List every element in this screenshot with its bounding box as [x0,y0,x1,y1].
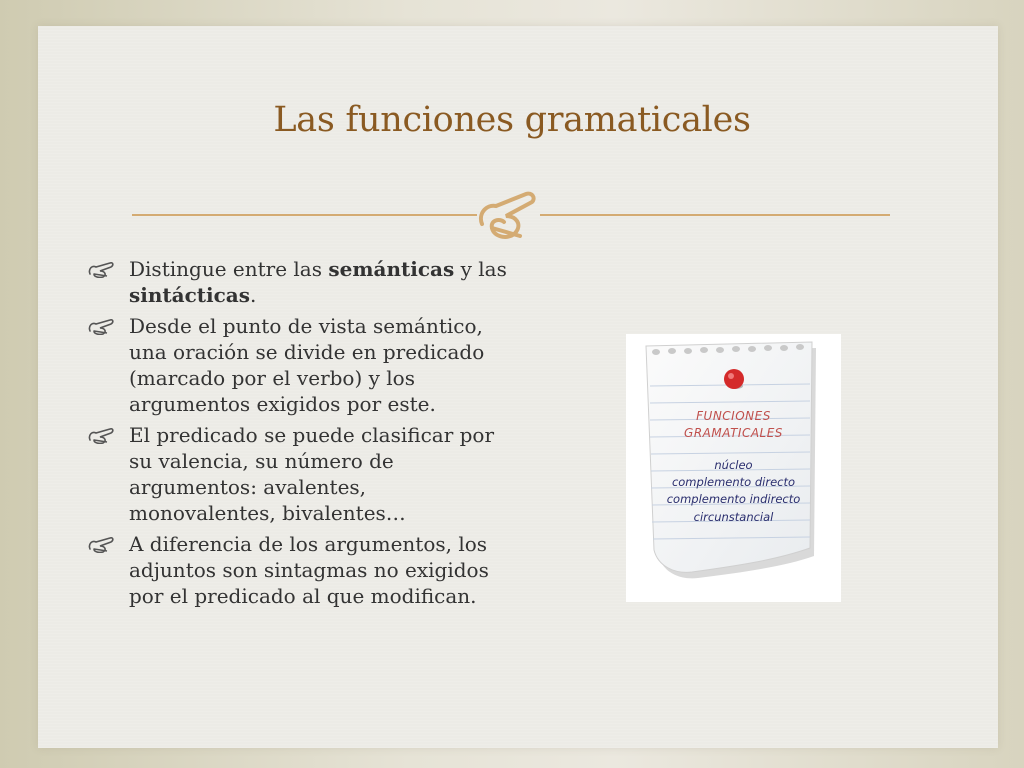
bullet-text-prefix: Distingue entre las [129,257,329,281]
bullet-text: Desde el punto de vista semántico, una oración se divide en predicado (marcado por el verbo) y los argumentos exigidos por este. [129,314,485,416]
note-item: complemento indirecto [666,492,801,506]
bullet-text: A diferencia de los argumentos, los adjuntos son sintagmas no exigidos por el predicado al que modifican. [129,532,489,608]
scroll-bullet-icon [476,190,540,240]
bullet-item [88,531,508,609]
scroll-bullet-icon [88,537,114,553]
bullet-text: El predicado se puede clasificar por su valencia, su número de argumentos: avalentes, monovalentes, bivalentes… [129,423,495,525]
bullet-text-suffix: . [250,283,257,307]
bullet-text-mid: y las [454,257,507,281]
scroll-bullet-icon [88,262,114,278]
note-item: núcleo [714,458,753,472]
note-heading-line1: FUNCIONES [696,409,771,423]
title-divider-right [540,214,890,216]
bullet-item [88,313,508,417]
note-item: circunstancial [693,510,774,524]
note-heading-line2: GRAMATICALES [684,426,783,440]
slide-title: Las funciones gramaticales [273,100,751,140]
note-image [626,334,841,602]
bullet-item [88,422,508,526]
scroll-bullet-icon [88,319,114,335]
bullet-list [88,256,508,614]
title-divider-left [132,214,477,216]
note-item: complemento directo [671,475,796,489]
bullet-item [88,256,508,308]
bullet-bold-semanticas: semánticas [328,257,455,281]
scroll-bullet-icon [88,428,114,444]
bullet-bold-sintacticas: sintácticas [129,283,251,307]
